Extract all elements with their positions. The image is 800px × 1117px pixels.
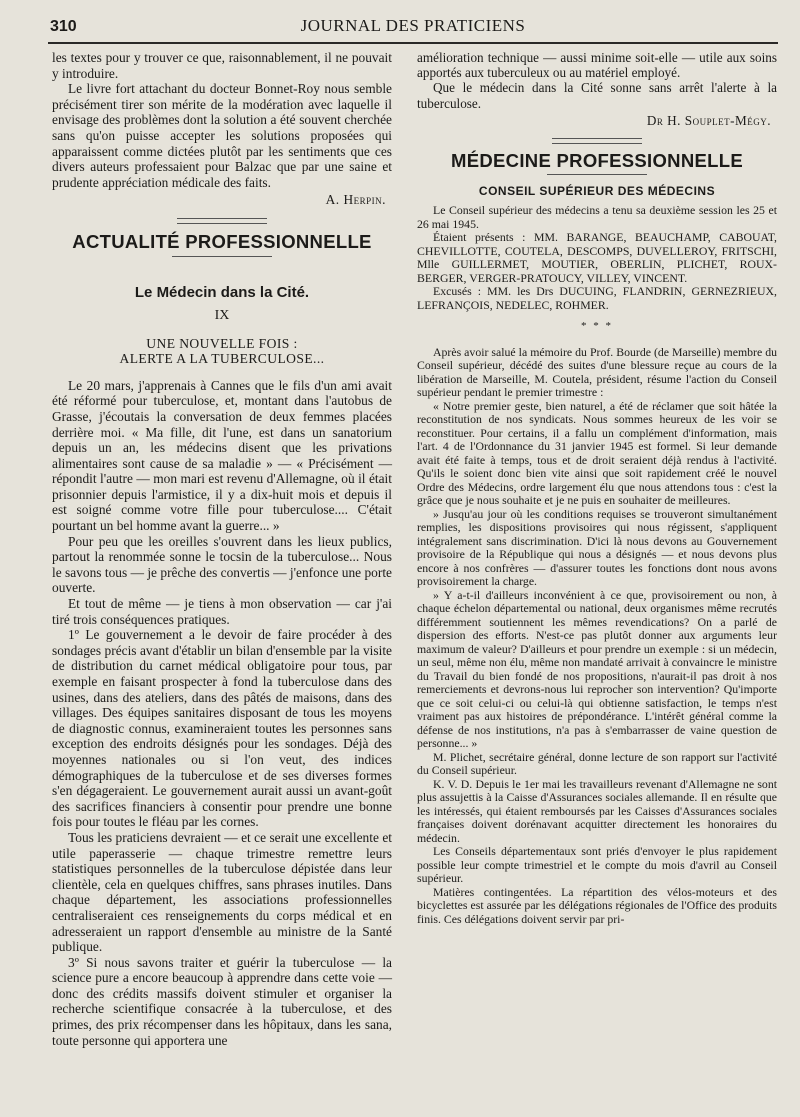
meeting-paragraph: Excusés : MM. les Drs DUCUING, FLANDRIN, GERNEZRIEUX, LEFRANÇOIS, NEDELEC, ROHMER. — [417, 284, 777, 312]
report-paragraph: Après avoir salué la mémoire du Prof. Bourde (de Marseille) membre du Conseil supérieur, décédé des suites d'une blessure reçue au cours de la libération de Marseille, M. Coutela, président, résume l'action du Conseil supérieur pendant le premier trimestre : — [417, 344, 777, 400]
report-paragraph: « Notre premier geste, bien naturel, a été de réclamer que soit hâtée la reconstitution de nos syndicats. Nous sommes heureux de les voir se reconstituer. Pour certains, il a fallu un complément d'information, mais l'art. 4 de l'Ordonnance du 31 janvier 1945 est formel. Si leur demande avait été faite à temps, tous et de droit seraient déjà rendus à l'activité. Qu'ils le soient donc bien vite ainsi que soit rapidement créé le nouvel Ordre des Médecins, ordre largement élu que nous attendons tous : c'est la grâce que je nous souhaite et je ne puis en souhaiter de meilleures. — [417, 398, 777, 508]
section-divider — [552, 138, 642, 144]
intro-paragraph: les textes pour y trouver ce que, raisonnablement, il ne pouvait y introduire. — [52, 50, 392, 81]
section-divider — [547, 174, 647, 175]
page-number: 310 — [50, 18, 77, 35]
article-signature: Dr H. Souplet-Mégy. — [646, 112, 771, 128]
intro-paragraph: Le livre fort attachant du docteur Bonnet-Roy nous semble précisément tirer son mérite de la modération avec laquelle il envisage des problèmes dont la solution a été souvent cherchée sans qu'on puisse accepter les solutions proposées qui apparaissent comme dictées plutôt par les sentiments que ces divers auteurs professaient pour Balzac que par une saine et prudente appréciation médicale des faits. — [52, 81, 392, 190]
subsection-title: CONSEIL SUPÉRIEUR DES MÉDECINS — [478, 183, 716, 198]
article-paragraph: Et tout de même — je tiens à mon observation — car j'ai tiré trois conséquences pratiques. — [52, 596, 392, 627]
article-paragraph: 1º Le gouvernement a le devoir de faire procéder à des sondages précis avant d'établir un bilan d'ensemble par la visite de distribution du carnet médical obligatoire pour tous, par exemple en faisant prospecter à fond la tuberculose dans des usines, dans des ateliers, dans des pâtés de maisons, dans des villages. Des équipes sanitaires disposant de tous les moyens de diagnostic connus, examineraient toutes les personnes sans exception des endroits désignés pour les sondages. Déjà des moyennes nationales ou si l'on veut, des indices démographiques de la tuberculose et de ses diverses formes s'en dégageraient. Le gouvernement aurait aussi un avant-goût des sacrifices financiers à consentir pour prendre une bonne fois pour toutes le fléau par les cornes. — [52, 627, 392, 830]
intro-signature: A. Herpin. — [325, 192, 386, 208]
section-title-actualite: ACTUALITÉ PROFESSIONNELLE — [72, 230, 372, 252]
stars-separator: * * * — [581, 320, 613, 333]
report-paragraph: M. Plichet, secrétaire général, donne lecture de son rapport sur l'activité du Conseil supérieur. — [417, 749, 777, 778]
meeting-paragraph: Le Conseil supérieur des médecins a tenu sa deuxième session les 25 et 26 mai 1945. — [417, 203, 777, 231]
article-number: IX — [214, 308, 230, 324]
journal-title: JOURNAL DES PRATICIENS — [300, 16, 526, 35]
article-title: ALERTE A LA TUBERCULOSE... — [119, 350, 325, 366]
article-paragraph: Tous les praticiens devraient — et ce serait une excellente et utile paperasserie — chaque trimestre remettre leurs statistiques personnelles de la tuberculose dépistée dans leur clientèle, cela en quelques chiffres, sans phrases inutiles. Dans chaque département, les associations professionnelles centraliseraient ces renseignements du corps médical et en adresseraient un rapport d'ensemble au ministre de la Santé publique. — [52, 829, 392, 955]
article-title: UNE NOUVELLE FOIS : — [146, 335, 298, 351]
page-header — [48, 14, 778, 44]
meeting-paragraph: Étaient présents : MM. BARANGE, BEAUCHAMP, CABOUAT, CHEVILLOTTE, COUTELA, DESCOMPS, DUVELLEROY, FRITSCHI, Mlle GUILLERMET, MOUTIER, OBERLIN, PLICHET, ROUX-BERGER, VERGER-PRATOUCY, VILLEY, VINCENT. — [417, 230, 777, 285]
article-paragraph: Le 20 mars, j'apprenais à Cannes que le fils d'un ami avait été réformé pour tuberculose, et, montant dans l'autobus de Grasse, j'écoutais la conversation de deux femmes placées derrière moi. « Ma fille, dit l'une, est dans un sanatorium depuis un an, les médecins disent que les privations alimentaires sont cause de sa maladie » — « Précisément — répondit l'autre — mon mari est revenu d'Allemagne, où il était prisonnier depuis l'armistice, il y a dix-huit mois et depuis il est soigné comme votre fille pour tuberculose.... C'était pourtant un bel homme avant la guerre... » — [52, 377, 392, 534]
article-paragraph: 3º Si nous savons traiter et guérir la tuberculose — la science pure a encore beaucoup à apprendre dans cette voie — donc des crédits massifs doivent stimuler et organiser la recherche scientifique consacrée à la tuberculose, et des primes, des prix récompenser dans les hôpitaux, dans les sana, toute personne qui apportera une — [52, 954, 392, 1048]
report-paragraph: » Jusqu'au jour où les conditions requises se trouveront simultanément remplies, les dispositions provisoires qui nous régissent, s'appliquent intégralement sans discrimination. D'ici là nous devons au Gouvernement provisoire de la République qui nous a désignés — et nous devons plus encore à nos confrères — d'assurer toutes les fonctions dont nous avons provisoirement la charge. — [417, 506, 777, 589]
article-paragraph: Pour peu que les oreilles s'ouvrent dans les lieux publics, partout la renommée sonne le tocsin de la tuberculose... Nous le savons tous — je prêche des convertis — j'enfonce une porte ouverte. — [52, 533, 392, 596]
article-continuation: amélioration technique — aussi minime soit-elle — utile aux soins apportés aux tuberculeux ou au matériel employé. — [417, 50, 777, 81]
right-column — [417, 50, 777, 926]
report-paragraph: Matières contingentées. La répartition des vélos-moteurs et des bicyclettes est assurée par les délégations régionales de l'Office des produits finis. Ces délégations doivent servir par pri- — [417, 884, 777, 926]
subsection-title: Le Médecin dans la Cité. — [134, 283, 310, 301]
left-column — [52, 50, 392, 1048]
report-paragraph: Les Conseils départementaux sont priés d'envoyer le plus rapidement possible leur compte trimestriel et le compte du mois d'avril au Conseil supérieur. — [417, 844, 777, 886]
section-title-medecine: MÉDECINE PROFESSIONNELLE — [451, 150, 743, 172]
report-paragraph: » Y a-t-il d'ailleurs inconvénient à ce que, provisoirement ou non, à chaque échelon départemental ou national, deux organismes même recrutés différemment soutiennent les mêmes revendications? On a parlé de dispersion des efforts. N'est-ce pas plutôt donner aux arguments leur maximum de valeur? D'ailleurs et pour prendre un exemple : si un médecin, un seul, même non élu, même non mandaté arrivait à convaincre le ministre du Travail du bien fondé de nos propositions, n'aurait-il pas droit à nos remerciements et devrons-nous lui reprocher son intervention? Qu'importe que ce soit celui-ci ou celui-là qui obtienne satisfaction, le temps n'est vraiment pas aux histoires de prépondérance. L'intérêt général comme la défense de nos institutions, n'a pas à s'embarrasser de vaine question de personne... » — [417, 587, 777, 751]
section-divider — [177, 218, 267, 224]
article-closing: Que le médecin dans la Cité sonne sans arrêt l'alerte à la tuberculose. — [417, 80, 777, 111]
report-paragraph: K. V. D. Depuis le 1er mai les travailleurs revenant d'Allemagne ne sont plus assujettis à la Caisse d'Assurances sociales allemande. Il en résulte que les intéressés, qui étaient remboursés par les Caisses d'Assurances sociales françaises doivent dorénavant acquitter directement les honoraires du médecin. — [417, 776, 777, 845]
